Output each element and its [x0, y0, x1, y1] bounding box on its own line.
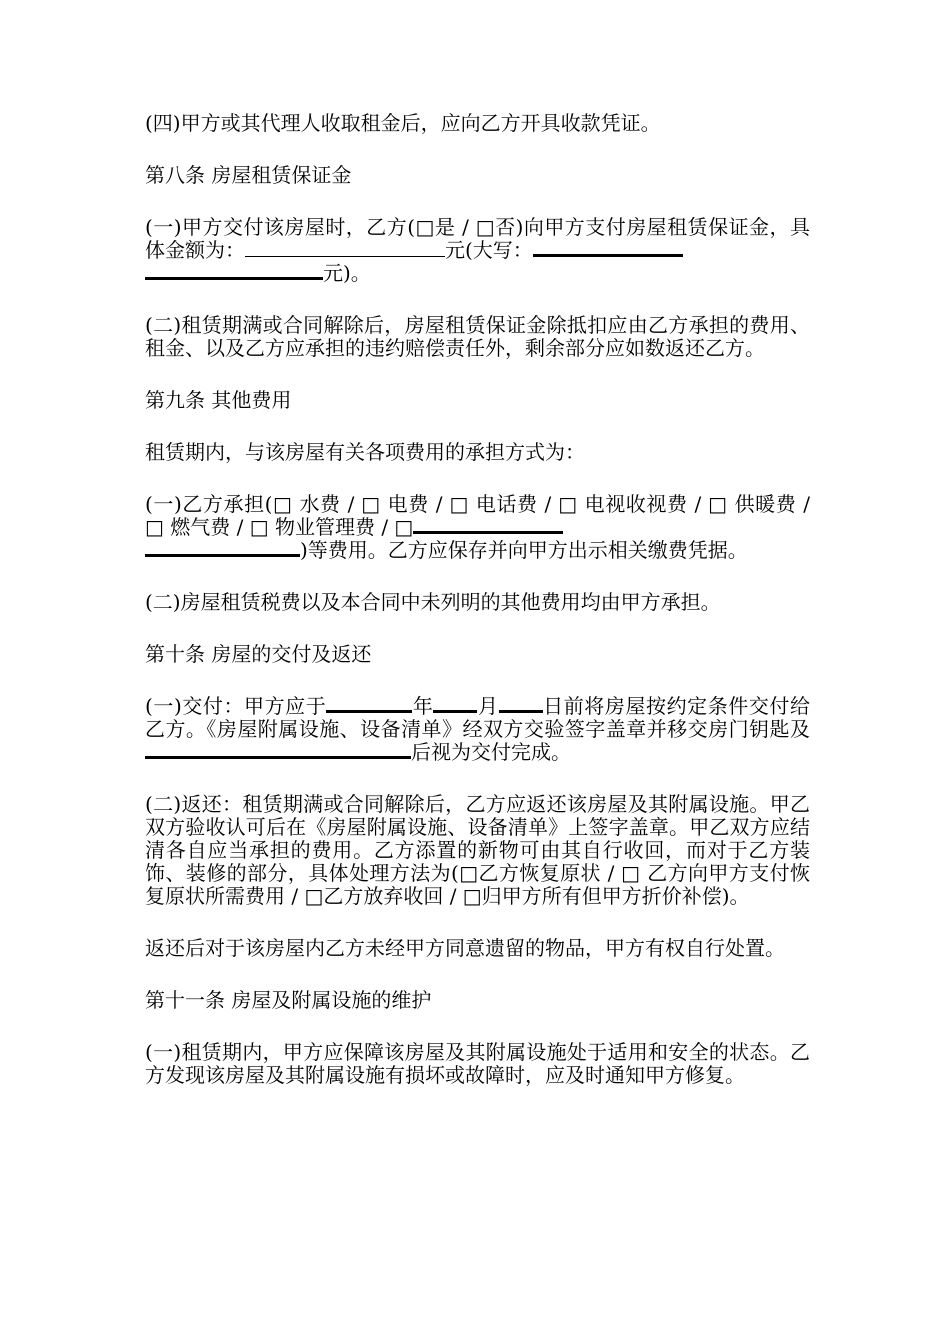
delivery-keys-blank	[145, 755, 411, 759]
clause-8-item-1-text-b: 元(大写：	[445, 238, 533, 262]
delivery-year-blank	[326, 709, 412, 713]
clause-10-item-3: 返还后对于该房屋内乙方未经甲方同意遗留的物品，甲方有权自行处置。	[145, 936, 785, 960]
clause-9-item-1	[145, 493, 810, 562]
clause-10-item-1-text-e: 后视为交付完成。	[411, 740, 571, 764]
clause-10-item-1	[145, 695, 810, 764]
clause-7-item-4: (四)甲方或其代理人收取租金后，应向乙方开具收款凭证。	[145, 111, 661, 135]
clause-11-item-1: (一)租赁期内，甲方应保障该房屋及其附属设施处于适用和安全的状态。乙方发现该房屋及其附属设施有损坏或故障时，应及时通知甲方修复。	[145, 1040, 810, 1087]
contract-page	[145, 112, 810, 1116]
deposit-amount-words-blank-2	[145, 276, 323, 280]
other-fee-blank-1	[413, 530, 563, 534]
clause-8-item-2: (二)租赁期满或合同解除后，房屋租赁保证金除抵扣应由乙方承担的费用、租金、以及乙方应承担的违约赔偿责任外，剩余部分应如数返还乙方。	[145, 313, 810, 360]
article-8-heading: 第八条 房屋租赁保证金	[145, 163, 352, 187]
article-11-heading: 第十一条 房屋及附属设施的维护	[145, 988, 432, 1012]
clause-10-item-1-month: 月	[477, 694, 499, 718]
other-fee-blank-2	[145, 553, 300, 557]
clause-10-item-1-year: 年	[412, 694, 434, 718]
clause-8-item-1-text-a: (一)甲方交付该房屋时，乙方(□是 / □否)向甲方支付房屋租赁保证金，具体金额为：	[145, 215, 810, 262]
deposit-amount-words-blank-1	[533, 253, 683, 257]
article-9-heading: 第九条 其他费用	[145, 388, 292, 412]
clause-9-item-2: (二)房屋租赁税费以及本合同中未列明的其他费用均由甲方承担。	[145, 590, 721, 614]
clause-9-item-1-text-a: (一)乙方承担(□ 水费 / □ 电费 / □ 电话费 / □ 电视收视费 / □ 供暖费 / □ 燃气费 / □ 物业管理费 / □	[145, 492, 810, 539]
clause-10-item-1-text-d: 日前将房屋按约定条件交付给乙方。《房屋附属设施、设备清单》经双方交验签字盖章并移交房门钥匙及	[145, 694, 811, 741]
clause-8-item-1-text-c: 元)。	[323, 261, 371, 285]
delivery-day-blank	[499, 709, 543, 713]
article-10-heading: 第十条 房屋的交付及返还	[145, 642, 372, 666]
clause-9-item-1-text-b: )等费用。乙方应保存并向甲方出示相关缴费凭据。	[300, 538, 748, 562]
clause-9-intro: 租赁期内，与该房屋有关各项费用的承担方式为：	[145, 440, 585, 464]
clause-8-item-1	[145, 216, 810, 285]
deposit-amount-blank	[245, 255, 445, 257]
clause-10-item-1-text-a: (一)交付：甲方应于	[145, 694, 327, 718]
clause-10-item-2: (二)返还：租赁期满或合同解除后，乙方应返还该房屋及其附属设施。甲乙双方验收认可后在《房屋附属设施、设备清单》上签字盖章。甲乙双方应结清各自应当承担的费用。乙方添置的新物可由其自行收回，而对于乙方装饰、装修的部分，具体处理方法为(□乙方恢复原状 / □ 乙方向甲方支付恢复原状所需费用 / □乙方放弃收回 / □归甲方所有但甲方折价补偿)。	[145, 792, 810, 908]
delivery-month-blank	[433, 709, 477, 713]
